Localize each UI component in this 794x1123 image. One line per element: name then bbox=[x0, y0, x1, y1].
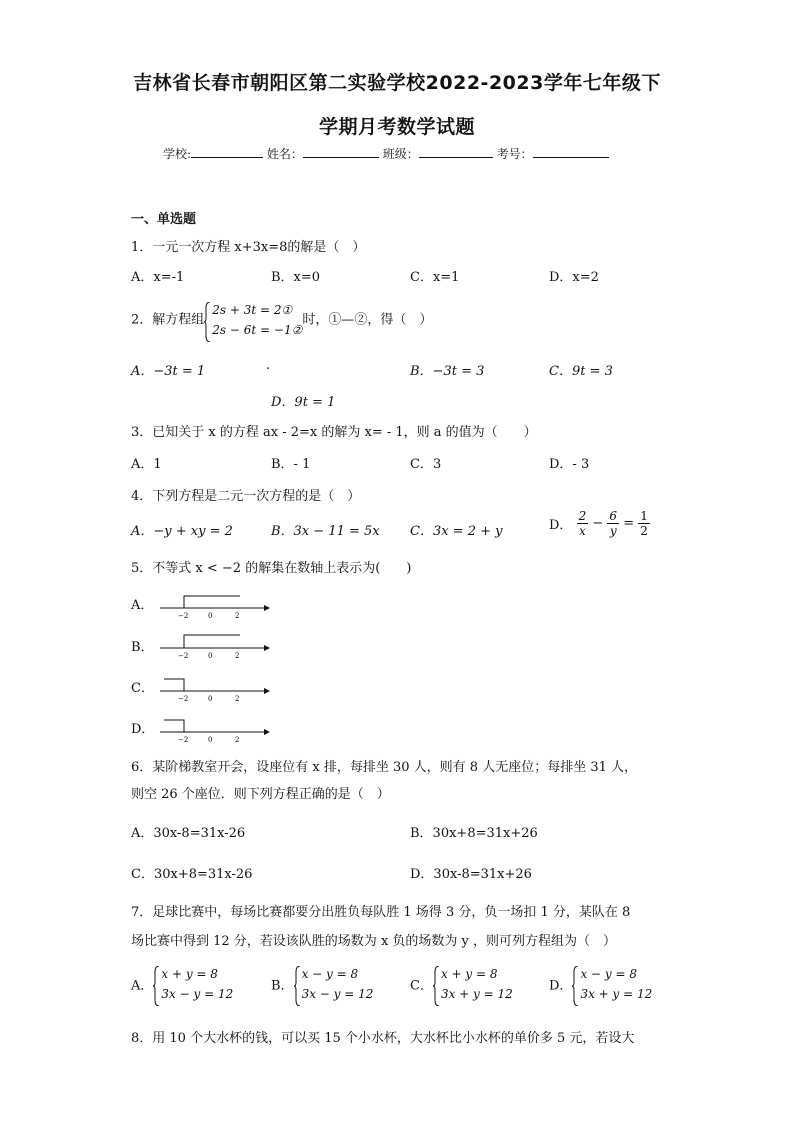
q3-option-d[interactable]: D．- 3 bbox=[549, 457, 590, 472]
q5-option-b[interactable]: B． bbox=[131, 640, 154, 655]
q2-option-d[interactable]: D．9t = 1 bbox=[271, 395, 336, 410]
question-6-stem-line1: 6．某阶梯教室开会，设座位有 x 排，每排坐 30 人，则有 8 人无座位；每排坐 31 人， bbox=[131, 760, 638, 775]
question-5-stem: 5．不等式 x < −2 的解集在数轴上表示为( ) bbox=[131, 561, 412, 576]
fraction-1: $\frac{2}{x}$ bbox=[578, 509, 587, 538]
q4-option-d[interactable] bbox=[549, 509, 650, 538]
section-heading: 一、单选题 bbox=[131, 212, 197, 227]
svg-text:0: 0 bbox=[208, 695, 213, 703]
svg-text:0: 0 bbox=[208, 652, 213, 660]
svg-text:0: 0 bbox=[208, 736, 213, 744]
question-7-stem-line1: 7．足球比赛中，每场比赛都要分出胜负每队胜 1 场得 3 分，负一场扣 1 分，某队在 8 bbox=[131, 905, 631, 920]
brace-icon bbox=[294, 966, 300, 1006]
name-blank[interactable] bbox=[303, 145, 379, 158]
school-label: 学校: bbox=[163, 147, 192, 161]
q6-option-d[interactable]: D．30x-8=31x+26 bbox=[410, 867, 532, 882]
question-3-stem: 3．已知关于 x 的方程 ax - 2=x 的解为 x= - 1，则 a 的值为（ ） bbox=[131, 425, 537, 440]
question-8-stem-line1: 8．用 10 个大水杯的钱，可以买 15 个小水杯，大水杯比小水杯的单价多 5 元，若设大 bbox=[131, 1031, 635, 1046]
minus-sign: − bbox=[592, 516, 604, 531]
fraction-3: $\frac{1}{2}$ bbox=[640, 509, 648, 538]
q2-option-c[interactable]: C．9t = 3 bbox=[549, 364, 613, 379]
q2-stem-suffix: 时，①—②，得（ ） bbox=[302, 312, 433, 328]
q1-option-d[interactable]: D．x=2 bbox=[549, 270, 599, 285]
svg-text:2: 2 bbox=[235, 612, 240, 620]
q5-option-a[interactable]: A． bbox=[131, 598, 154, 613]
q6-option-c[interactable]: C．30x+8=31x-26 bbox=[131, 867, 253, 882]
q4-option-d-label: D． bbox=[549, 518, 573, 533]
q2-stem-prefix: 2．解方程组 bbox=[131, 312, 205, 328]
q7-option-a-label: A． bbox=[131, 978, 154, 994]
exam-title-line1: 吉林省长春市朝阳区第二实验学校2022-2023学年七年级下 bbox=[133, 72, 661, 94]
exam-number-label: 考号： bbox=[496, 147, 533, 161]
equals-sign: = bbox=[623, 516, 635, 531]
brace-icon bbox=[153, 966, 159, 1006]
exam-number-blank[interactable] bbox=[533, 145, 609, 158]
q4-option-b[interactable]: B．3x − 11 = 5x bbox=[271, 524, 380, 539]
svg-text:2: 2 bbox=[235, 695, 240, 703]
q5-number-line-c bbox=[160, 675, 270, 703]
question-4-stem: 4．下列方程是二元一次方程的是（ ） bbox=[131, 489, 361, 504]
q7-option-b[interactable] bbox=[271, 964, 373, 1004]
brace-icon bbox=[572, 966, 578, 1006]
q7-option-d-label: D． bbox=[549, 978, 573, 994]
q1-option-a[interactable]: A．x=-1 bbox=[131, 270, 185, 285]
fraction-2: $\frac{6}{y}$ bbox=[609, 509, 618, 538]
q3-option-c[interactable]: C．3 bbox=[410, 457, 442, 472]
svg-text:2: 2 bbox=[235, 652, 240, 660]
question-7-stem-line2: 场比赛中得到 12 分，若设该队胜的场数为 x 负的场数为 y ，则可列方程组为（ ） bbox=[131, 934, 617, 949]
q2-option-b[interactable]: B．−3t = 3 bbox=[410, 364, 485, 379]
q5-option-c[interactable]: C． bbox=[131, 681, 154, 696]
question-6-stem-line2: 则空 26 个座位．则下列方程正确的是（ ） bbox=[131, 787, 390, 802]
q5-number-line-a bbox=[160, 592, 270, 620]
q7-option-c-system: x + y = 8 3x + y = 12 bbox=[433, 964, 513, 1004]
q5-number-line-d bbox=[160, 716, 270, 744]
school-blank[interactable] bbox=[191, 145, 263, 158]
q6-option-a[interactable]: A．30x-8=31x-26 bbox=[131, 826, 246, 841]
q4-option-c[interactable]: C．3x = 2 + y bbox=[410, 524, 503, 539]
q3-option-a[interactable]: A．1 bbox=[131, 457, 162, 472]
question-2-stem bbox=[131, 300, 432, 340]
name-label: 姓名： bbox=[266, 147, 303, 161]
q1-option-c[interactable]: C．x=1 bbox=[410, 270, 460, 285]
svg-text:−2: −2 bbox=[178, 652, 189, 660]
q1-option-b[interactable]: B．x=0 bbox=[271, 270, 321, 285]
svg-text:−2: −2 bbox=[178, 695, 189, 703]
q7-option-d[interactable] bbox=[549, 964, 652, 1004]
q2-eq2: 2s − 6t = −1② bbox=[212, 323, 303, 337]
q7-option-a-system: x + y = 8 3x − y = 12 bbox=[153, 964, 233, 1004]
q2-option-a[interactable]: A．−3t = 1 bbox=[131, 364, 206, 379]
student-info-row bbox=[163, 145, 609, 162]
class-label: 班级： bbox=[382, 147, 419, 161]
q5-number-line-b bbox=[160, 632, 270, 660]
q7-option-a[interactable] bbox=[131, 964, 233, 1004]
q7-option-b-label: B． bbox=[271, 978, 294, 994]
exam-title-line2: 学期月考数学试题 bbox=[318, 116, 475, 138]
q7-option-c[interactable] bbox=[410, 964, 513, 1004]
q2-dot: . bbox=[266, 358, 271, 373]
q5-option-d[interactable]: D． bbox=[131, 722, 155, 737]
svg-text:−2: −2 bbox=[178, 612, 189, 620]
svg-text:0: 0 bbox=[208, 612, 213, 620]
q2-equation-system bbox=[204, 300, 302, 340]
q4-option-a[interactable]: A．−y + xy = 2 bbox=[131, 524, 233, 539]
question-1-stem: 1．一元一次方程 x+3x=8的解是（ ） bbox=[131, 240, 366, 255]
q7-option-d-system: x − y = 8 3x + y = 12 bbox=[572, 964, 652, 1004]
q2-eq1: 2s + 3t = 2① bbox=[212, 303, 293, 317]
svg-text:2: 2 bbox=[235, 736, 240, 744]
q3-option-b[interactable]: B．- 1 bbox=[271, 457, 311, 472]
q7-option-b-system: x − y = 8 3x − y = 12 bbox=[294, 964, 374, 1004]
brace-icon bbox=[204, 302, 210, 342]
q6-option-b[interactable]: B．30x+8=31x+26 bbox=[410, 826, 538, 841]
brace-icon bbox=[433, 966, 439, 1006]
q7-option-c-label: C． bbox=[410, 978, 433, 994]
svg-text:−2: −2 bbox=[178, 736, 189, 744]
class-blank[interactable] bbox=[419, 145, 493, 158]
